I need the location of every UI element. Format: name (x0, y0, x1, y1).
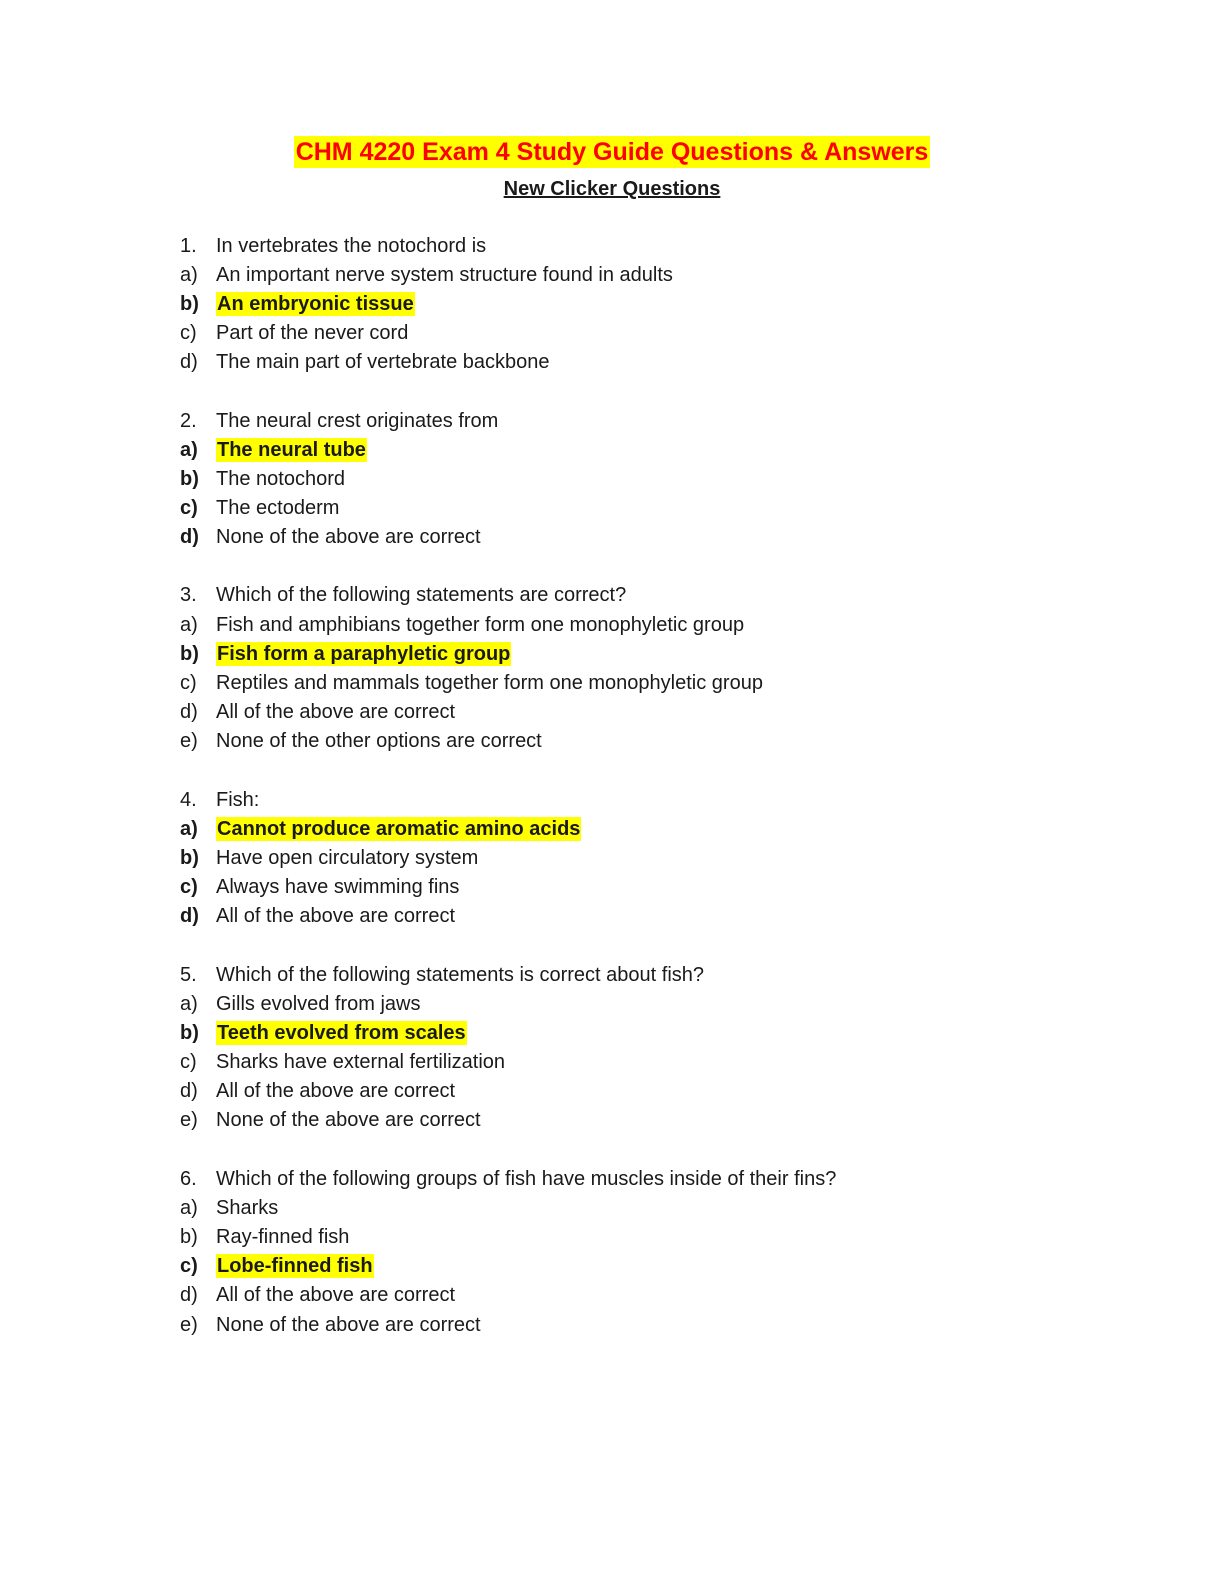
question-6 (180, 1164, 1080, 1339)
option (180, 1106, 1080, 1135)
question-number: 5. (180, 963, 197, 986)
option-letter: c) (180, 1255, 198, 1278)
question-number: 3. (180, 584, 197, 607)
option-letter: c) (180, 672, 197, 695)
option (180, 698, 1080, 727)
option-letter: a) (180, 1196, 198, 1219)
option (180, 1048, 1080, 1077)
option-letter: b) (180, 292, 199, 315)
option-correct-answer (180, 289, 1080, 318)
option-letter: d) (180, 526, 199, 549)
option-letter: c) (180, 322, 197, 345)
option-letter: b) (180, 642, 199, 665)
question-number: 4. (180, 788, 197, 811)
highlighted-answer: Teeth evolved from scales (217, 1021, 466, 1044)
option-text: None of the above are correct (216, 526, 481, 549)
question-1 (180, 231, 1080, 377)
question-3 (180, 581, 1080, 756)
option-text: Gills evolved from jaws (216, 992, 421, 1015)
highlighted-answer: An embryonic tissue (217, 292, 414, 315)
option-correct-answer (180, 639, 1080, 668)
option-text: Sharks have external fertilization (216, 1051, 506, 1074)
question-stem (180, 960, 1080, 989)
question-4 (180, 785, 1080, 931)
question-stem (180, 785, 1080, 814)
highlighted-answer: Fish form a paraphyletic group (217, 642, 511, 665)
option-letter: a) (180, 613, 198, 636)
question-text: Which of the following statements is correct about fish? (216, 963, 705, 986)
question-stem (180, 1164, 1080, 1193)
option-text: Part of the never cord (216, 322, 409, 345)
option (180, 873, 1080, 902)
option-letter: a) (180, 817, 198, 840)
option-letter: d) (180, 701, 198, 724)
option-text: Ray-finned fish (216, 1226, 350, 1249)
option-correct-answer (180, 814, 1080, 843)
question-stem (180, 231, 1080, 260)
option-text: The notochord (216, 467, 345, 490)
option (180, 464, 1080, 493)
highlighted-answer: Lobe-finned fish (217, 1255, 373, 1278)
question-text: In vertebrates the notochord is (216, 234, 487, 257)
question-list (180, 231, 1080, 1368)
option-text: Fish and amphibians together form one monophyletic group (216, 613, 745, 636)
question-2 (180, 406, 1080, 552)
option-correct-answer (180, 435, 1080, 464)
question-stem (180, 406, 1080, 435)
option (180, 348, 1080, 377)
option-text: Reptiles and mammals together form one monophyletic group (216, 672, 763, 695)
option-text: None of the other options are correct (216, 730, 542, 753)
option (180, 260, 1080, 289)
option (180, 319, 1080, 348)
option-letter: c) (180, 497, 198, 520)
option-text: All of the above are correct (216, 1080, 456, 1103)
option-text: Sharks (216, 1196, 279, 1219)
question-number: 1. (180, 234, 197, 257)
option-letter: a) (180, 438, 198, 461)
question-text: The neural crest originates from (216, 409, 499, 432)
option-letter: a) (180, 263, 198, 286)
option-letter: b) (180, 467, 199, 490)
document-title: CHM 4220 Exam 4 Study Guide Questions & Answers (295, 138, 929, 166)
option (180, 727, 1080, 756)
option-letter: b) (180, 1226, 198, 1249)
option-correct-answer (180, 1252, 1080, 1281)
option (180, 1193, 1080, 1222)
option-letter: b) (180, 846, 199, 869)
question-number: 2. (180, 409, 197, 432)
option-text: All of the above are correct (216, 701, 456, 724)
option-letter: d) (180, 351, 198, 374)
option-text: None of the above are correct (216, 1109, 481, 1132)
option (180, 902, 1080, 931)
option (180, 843, 1080, 872)
option-text: All of the above are correct (216, 905, 456, 928)
option-letter: d) (180, 905, 199, 928)
option-letter: d) (180, 1080, 198, 1103)
option (180, 610, 1080, 639)
option-text: Always have swimming fins (216, 876, 460, 899)
question-5 (180, 960, 1080, 1135)
option (180, 1281, 1080, 1310)
option-letter: e) (180, 730, 198, 753)
option-text: Have open circulatory system (216, 846, 479, 869)
option-correct-answer (180, 1018, 1080, 1047)
option-letter: e) (180, 1313, 198, 1336)
option (180, 523, 1080, 552)
section-heading: New Clicker Questions (503, 178, 721, 200)
option (180, 989, 1080, 1018)
option (180, 1077, 1080, 1106)
option-text: The ectoderm (216, 497, 340, 520)
question-text: Which of the following statements are correct? (216, 584, 627, 607)
question-text: Fish: (216, 788, 260, 811)
option-letter: d) (180, 1284, 198, 1307)
highlighted-answer: Cannot produce aromatic amino acids (217, 817, 581, 840)
highlighted-answer: The neural tube (217, 438, 366, 461)
option-text: All of the above are correct (216, 1284, 456, 1307)
option-text: An important nerve system structure found in adults (216, 263, 673, 286)
option (180, 668, 1080, 697)
option-letter: e) (180, 1109, 198, 1132)
option-letter: a) (180, 992, 198, 1015)
title-container (0, 136, 1224, 168)
subtitle-container (0, 176, 1224, 202)
option-text: None of the above are correct (216, 1313, 481, 1336)
question-text: Which of the following groups of fish have muscles inside of their fins? (216, 1167, 837, 1190)
question-stem (180, 581, 1080, 610)
option (180, 1310, 1080, 1339)
option (180, 494, 1080, 523)
option-letter: c) (180, 876, 198, 899)
option-letter: b) (180, 1021, 199, 1044)
option-text: The main part of vertebrate backbone (216, 351, 550, 374)
option-letter: c) (180, 1051, 197, 1074)
question-number: 6. (180, 1167, 197, 1190)
option (180, 1222, 1080, 1251)
